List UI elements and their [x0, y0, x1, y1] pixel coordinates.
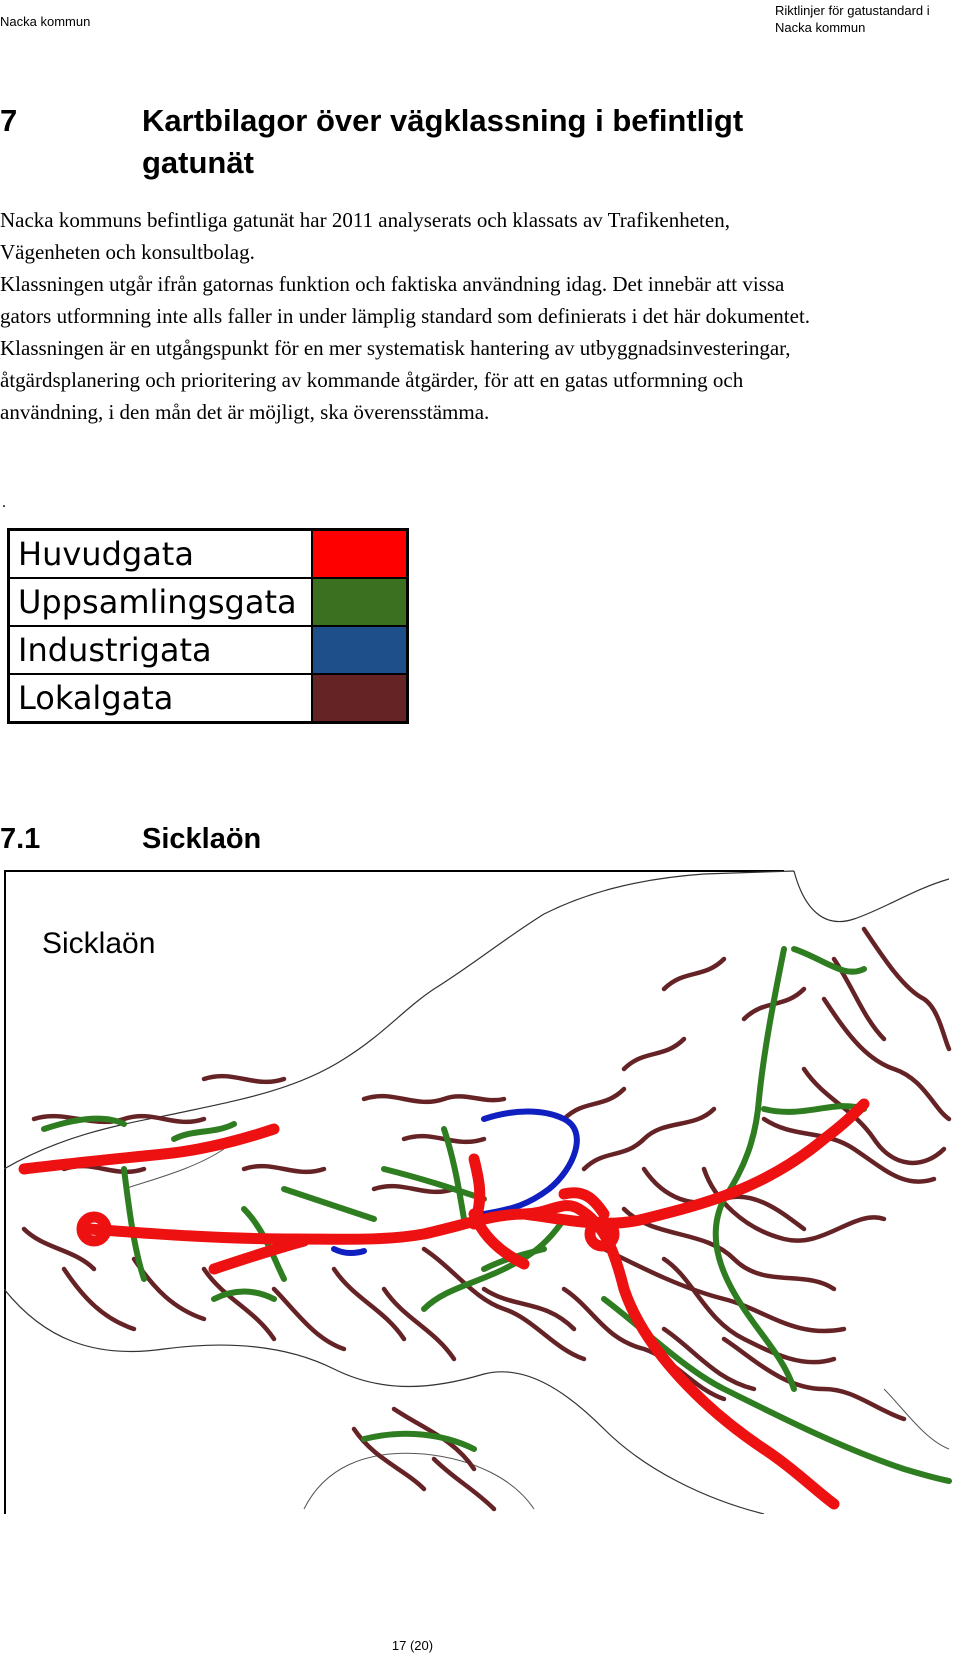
legend-swatch [312, 674, 408, 723]
paragraph-2: Klassningen utgår ifrån gatornas funktion och faktiska användning idag. Det innebär att vissa gators utformning inte alls faller in under lämplig standard som definierats i det här dokumentet. Klassningen är en utgångspunkt för en mer systematisk hantering av utbyggnadsinvesteringar, åtgärdsplanering och prioritering av kommande åtgärder, för att en gatas utformning och användning, i den mån det är möjligt, ska överensstämma. [0, 272, 811, 424]
header-left: Nacka kommun [0, 14, 91, 29]
legend-row [9, 530, 408, 579]
page-number: 17 (20) [391, 1638, 434, 1653]
legend-swatch [312, 530, 408, 579]
section-title: Kartbilagor över vägklassning i befintligt gatunät [142, 103, 744, 180]
legend-swatch [312, 626, 408, 674]
legend-label: Huvudgata [9, 530, 312, 579]
stray-dot: . [2, 494, 6, 511]
paragraph-1: Nacka kommuns befintliga gatunät har 2011 analyserats och klassats av Trafikenheten, Vägenheten och konsultbolag. [0, 208, 730, 264]
subsection-title: Sicklaön [142, 823, 262, 855]
legend-row [9, 578, 408, 626]
header-right: Riktlinjer för gatustandard i Nacka kommun [775, 3, 930, 35]
section-number: 7 [0, 103, 18, 138]
legend-row [9, 626, 408, 674]
legend-label: Lokalgata [9, 674, 312, 723]
legend-label: Industrigata [9, 626, 312, 674]
legend-row [9, 674, 408, 723]
sicklaon-road-map [4, 869, 953, 1514]
body-text [0, 204, 830, 428]
legend-swatch [312, 578, 408, 626]
legend-label: Uppsamlingsgata [9, 578, 312, 626]
subsection-number: 7.1 [0, 823, 41, 855]
road-class-legend [7, 528, 409, 724]
map-title: Sicklaön [42, 927, 156, 960]
